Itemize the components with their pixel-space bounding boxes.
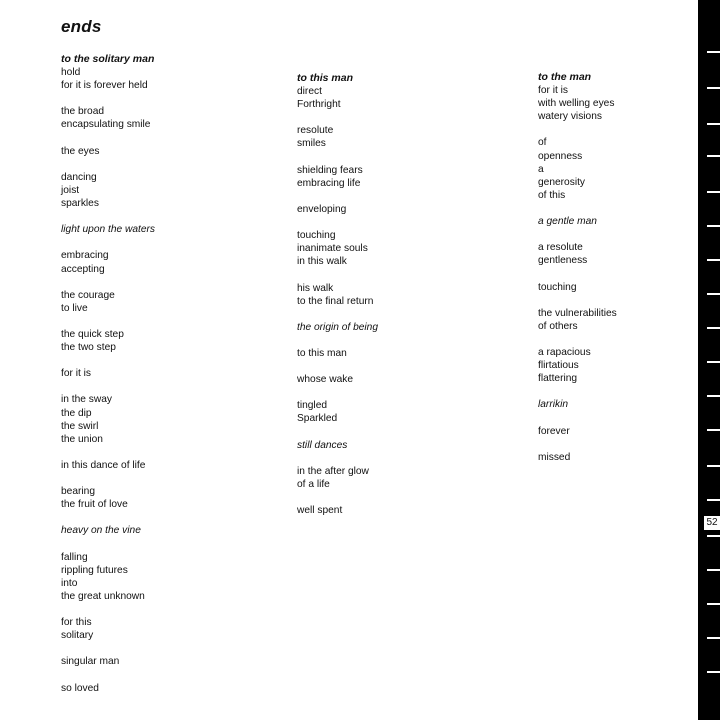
poem-line: falling: [61, 551, 88, 563]
stanza-break: [297, 426, 378, 439]
poem-column-solitary-man: [61, 53, 155, 695]
poem-line: the broad: [61, 106, 105, 118]
poem-refrain-line: the origin of being: [297, 321, 378, 333]
poem-column-this-man: [297, 72, 378, 517]
stanza-break: [61, 132, 155, 145]
stanza-break: [297, 452, 378, 465]
poem-line: dancing: [61, 171, 97, 183]
poem-line: accepting: [61, 263, 105, 275]
poem-line: of a life: [297, 478, 330, 490]
stanza-break: [538, 228, 617, 241]
poem-line: encapsulating smile: [61, 119, 151, 131]
stanza-break: [538, 438, 617, 451]
poem-line: whose wake: [297, 374, 354, 386]
stanza-break: [297, 491, 378, 504]
edge-tick-mark: [707, 123, 720, 125]
poem-line: solitary: [61, 630, 94, 642]
edge-tick-mark: [707, 535, 720, 537]
poem-line: watery visions: [538, 111, 602, 123]
poem-lines: [297, 85, 378, 517]
stanza-break: [61, 210, 155, 223]
edge-tick-mark: [707, 569, 720, 571]
poem-line: openness: [538, 150, 583, 162]
stanza-break: [61, 380, 155, 393]
edge-tick-mark: [707, 87, 720, 89]
poem-line: the vulnerabilities: [538, 307, 617, 319]
edge-tick-mark: [707, 51, 720, 53]
page-edge-tab-strip: [698, 0, 720, 720]
stanza-break: [538, 385, 617, 398]
poem-line: the union: [61, 433, 103, 445]
poem-line: a: [538, 163, 544, 175]
edge-tick-mark: [707, 361, 720, 363]
stanza-break: [61, 354, 155, 367]
poem-line: Forthright: [297, 99, 341, 111]
poem-line: forever: [538, 425, 570, 437]
poem-column-the-man: [538, 71, 617, 464]
poem-line: direct: [297, 86, 322, 98]
poem-line: into: [61, 577, 78, 589]
stanza-break: [538, 333, 617, 346]
poem-line: generosity: [538, 176, 586, 188]
stanza-break: [297, 151, 378, 164]
stanza-break: [297, 386, 378, 399]
edge-tick-mark: [707, 465, 720, 467]
poem-line: in this walk: [297, 256, 347, 268]
stanza-break: [61, 642, 155, 655]
poem-line: embracing: [61, 250, 109, 262]
stanza-break: [61, 537, 155, 550]
section-heading: to the man: [538, 71, 592, 83]
poem-line: the courage: [61, 289, 115, 301]
poem-line: with welling eyes: [538, 98, 615, 110]
stanza-break: [297, 268, 378, 281]
poem-line: the fruit of love: [61, 499, 128, 511]
stanza-break: [297, 360, 378, 373]
edge-tick-mark: [707, 429, 720, 431]
stanza-break: [297, 111, 378, 124]
poem-refrain-line: heavy on the vine: [61, 525, 141, 537]
poem-line: the great unknown: [61, 590, 145, 602]
poem-line: enveloping: [297, 203, 347, 215]
stanza-break: [297, 334, 378, 347]
poem-lines: [61, 66, 155, 695]
poem-line: to the final return: [297, 295, 374, 307]
edge-tick-mark: [707, 225, 720, 227]
poem-line: his walk: [297, 282, 334, 294]
stanza-break: [538, 202, 617, 215]
poem-line: a resolute: [538, 242, 583, 254]
stanza-break: [61, 92, 155, 105]
poem-line: missed: [538, 451, 571, 463]
stanza-break: [538, 411, 617, 424]
edge-tick-mark: [707, 327, 720, 329]
edge-tick-mark: [707, 293, 720, 295]
stanza-break: [61, 446, 155, 459]
poem-line: inanimate souls: [297, 243, 368, 255]
poem-line: for this: [61, 617, 92, 629]
stanza-break: [61, 158, 155, 171]
poem-line: for it is: [61, 368, 92, 380]
poem-line: so loved: [61, 682, 99, 694]
poem-line: joist: [61, 184, 80, 196]
poem-line: the quick step: [61, 328, 124, 340]
edge-tick-mark: [707, 671, 720, 673]
stanza-break: [538, 267, 617, 280]
poem-line: touching: [297, 230, 336, 242]
poem-line: of others: [538, 320, 578, 332]
poem-line: flattering: [538, 373, 578, 385]
edge-tick-mark: [707, 259, 720, 261]
poem-line: gentleness: [538, 255, 588, 267]
poem-refrain-line: light upon the waters: [61, 224, 156, 236]
stanza-break: [538, 123, 617, 136]
poem-line: embracing life: [297, 177, 361, 189]
edge-tick-mark: [707, 637, 720, 639]
poem-line: for it is: [538, 85, 569, 97]
poem-line: of this: [538, 189, 566, 201]
poem-line: a rapacious: [538, 346, 591, 358]
poem-line: well spent: [297, 505, 343, 517]
stanza-break: [61, 315, 155, 328]
stanza-break: [297, 308, 378, 321]
poem-refrain-line: a gentle man: [538, 216, 597, 228]
poem-line: resolute: [297, 125, 334, 137]
edge-tick-mark: [707, 155, 720, 157]
stanza-break: [61, 276, 155, 289]
poem-line: in the after glow: [297, 465, 369, 477]
poem-line: flirtatious: [538, 360, 579, 372]
edge-tick-mark: [707, 499, 720, 501]
poem-line: touching: [538, 281, 577, 293]
poem-line: for it is forever held: [61, 80, 148, 92]
edge-tick-mark: [707, 191, 720, 193]
poem-line: to live: [61, 302, 88, 314]
poem-line: to this man: [297, 347, 347, 359]
stanza-break: [61, 236, 155, 249]
poem-line: the two step: [61, 342, 116, 354]
poem-line: smiles: [297, 138, 326, 150]
poem-line: singular man: [61, 656, 120, 668]
stanza-break: [61, 511, 155, 524]
page-number: 52: [704, 516, 720, 530]
poem-line: in this dance of life: [61, 459, 146, 471]
poem-line: in the sway: [61, 394, 112, 406]
stanza-break: [61, 603, 155, 616]
stanza-break: [538, 294, 617, 307]
section-heading: to the solitary man: [61, 53, 155, 65]
edge-tick-mark: [707, 603, 720, 605]
poem-refrain-line: larrikin: [538, 399, 569, 411]
poem-line: sparkles: [61, 198, 99, 210]
poem-line: the dip: [61, 407, 92, 419]
stanza-break: [61, 472, 155, 485]
poem-line: of: [538, 137, 547, 149]
poem-refrain-line: still dances: [297, 439, 348, 451]
section-heading: to this man: [297, 72, 354, 84]
poem-line: hold: [61, 67, 81, 79]
poem-line: bearing: [61, 486, 95, 498]
poem-line: the swirl: [61, 420, 99, 432]
poem-line: rippling futures: [61, 564, 128, 576]
poem-line: Sparkled: [297, 413, 338, 425]
edge-tick-mark: [707, 395, 720, 397]
poem-line: tingled: [297, 400, 328, 412]
stanza-break: [297, 190, 378, 203]
stanza-break: [297, 216, 378, 229]
poem-lines: [538, 84, 617, 464]
poem-line: the eyes: [61, 145, 100, 157]
stanza-break: [61, 668, 155, 681]
poem-line: shielding fears: [297, 164, 363, 176]
page-title: ends: [61, 17, 102, 36]
